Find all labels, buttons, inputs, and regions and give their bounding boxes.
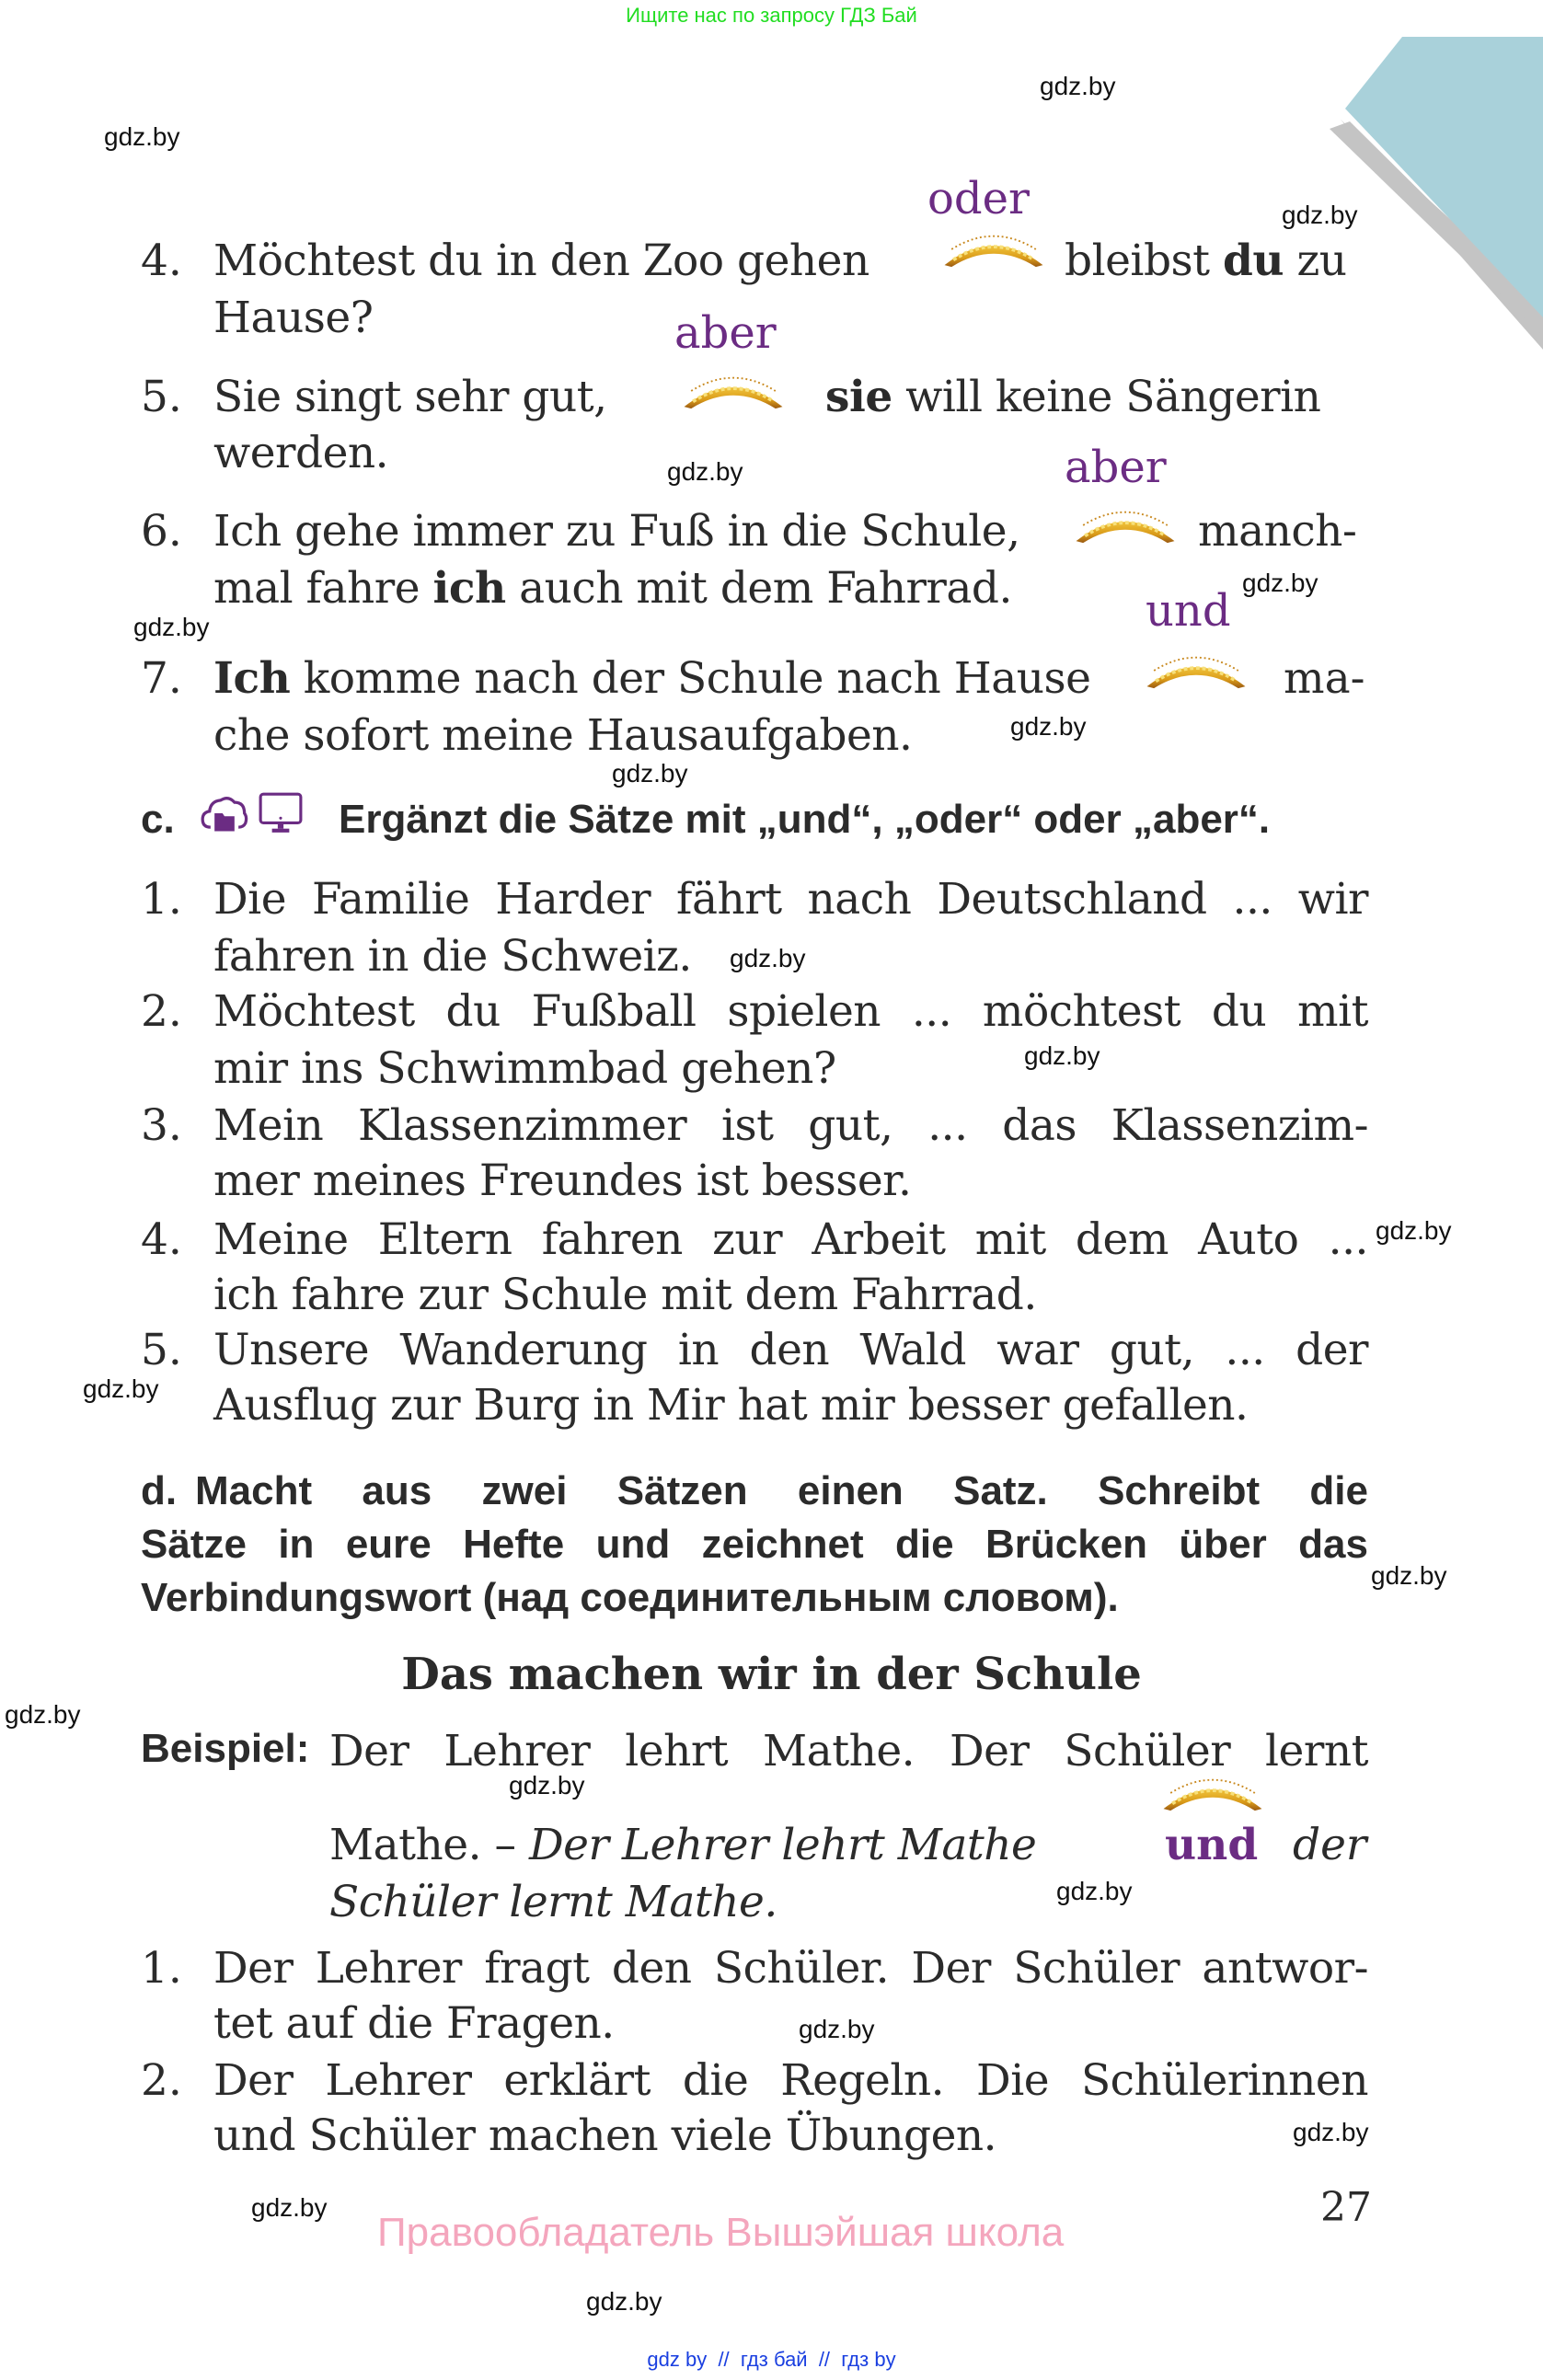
sentence-line: und Schüler machen viele Übungen. [213,2110,997,2161]
sentence-text: will keine Sängerin [905,372,1321,422]
italic-text: der [1293,1820,1367,1870]
sentence-text: Möchtest du in den Zoo gehen [213,236,869,286]
watermark: gdz.by [1293,2118,1369,2146]
item-number: 1. [141,1943,182,1994]
watermark: gdz.by [1282,201,1358,229]
watermark: gdz.by [730,944,806,972]
watermark: gdz.by [1056,1877,1133,1905]
sentence-text: Ich gehe immer zu Fuß in die Schule, [213,506,1020,557]
example-label: Beispiel: [141,1726,310,1771]
sentence-line: mer meines Freundes ist besser. [213,1156,912,1206]
item-number: 6. [141,506,182,557]
watermark: gdz.by [251,2193,328,2222]
item-number: 2. [141,986,182,1037]
conjunction-label: aber [1065,442,1167,493]
sentence-line [213,506,1368,558]
sentence-line: Hause? [213,293,374,343]
sentence-text: auch mit dem Fahrrad. [519,563,1012,614]
sentence-line: Mein Klassenzimmer ist gut, ... das Klassenzim- [213,1100,1368,1151]
sentence-text: Sie singt sehr gut, [213,372,607,422]
sentence-line: Unsere Wanderung in den Wald war gut, ... der [213,1325,1368,1375]
sentence-line: Meine Eltern fahren zur Arbeit mit dem Auto ... [213,1214,1368,1265]
exercise-instruction: Ergänzt die Sätze mit „und“, „oder“ oder „aber“. [339,797,1271,842]
sentence-line: ich fahre zur Schule mit dem Fahrrad. [213,1270,1037,1320]
conjunction-label: aber [674,307,777,359]
sentence-line: werden. [213,428,389,478]
italic-text: Schüler lernt Mathe. [329,1877,777,1927]
item-number: 2. [141,2055,182,2106]
watermark: gdz.by [133,613,210,641]
watermark: gdz.by [799,2015,875,2043]
watermark: gdz.by [509,1771,585,1799]
bridge-icon [1157,1774,1268,1812]
sentence-text: Mathe. – [329,1820,516,1870]
exercise-instruction: Verbindungswort (над соединительным словом). [141,1575,1119,1620]
bridge-icon [938,230,1049,269]
sentence-line: Der Lehrer lehrt Mathe. Der Schüler lernt [329,1726,1368,1776]
sentence-line: Der Lehrer fragt den Schüler. Der Schüler antwor- [213,1943,1368,1994]
bridge-icon [1070,506,1180,545]
sentence-line: fahren in die Schweiz. [213,931,692,982]
sentence-line: Der Lehrer erklärt die Regeln. Die Schülerinnen [213,2055,1368,2106]
watermark: gdz.by [5,1700,81,1729]
footer-links[interactable]: gdz by // гдз бай // гдз by [647,2348,896,2371]
exercise-instruction: Macht aus zwei Sätzen einen Satz. Schreibt die [195,1468,1368,1513]
item-number: 1. [141,874,182,925]
watermark: gdz.by [104,122,180,151]
item-number: 4. [141,1214,182,1265]
watermark: gdz.by [1040,72,1116,100]
monitor-icon[interactable] [258,791,304,834]
watermark: gdz.by [586,2287,662,2316]
watermark: gdz.by [612,759,688,788]
watermark: gdz.by [1242,569,1318,597]
page-number: 27 [1320,2184,1372,2231]
watermark: gdz.by [1010,712,1087,741]
bridge-icon [1141,651,1251,690]
section-title: Das machen wir in der Schule [401,1649,1142,1700]
sentence-line: che sofort meine Hausaufgaben. [213,710,913,761]
exercise-label: c. [141,797,175,842]
watermark: gdz.by [667,457,743,486]
sentence-line: Möchtest du Fußball spielen ... möchtest du mit [213,986,1368,1037]
bold-word: Ich [213,653,291,704]
sentence-text: bleibst [1065,236,1210,286]
cloud-folder-icon[interactable] [201,793,248,834]
sentence-line [329,1820,1036,1871]
item-number: 7. [141,653,182,704]
top-banner[interactable]: Ищите нас по запросу ГДЗ Бай [626,4,917,27]
watermark: gdz.by [1371,1561,1447,1590]
sentence-line: tet auf die Fragen. [213,1998,615,2049]
sentence-line [825,372,1320,423]
item-number: 5. [141,1325,182,1375]
watermark: gdz.by [83,1374,159,1403]
copyright-notice: Правообладатель Вышэйшая школа [377,2210,1065,2255]
conjunction-word: und [1165,1820,1259,1870]
bold-word: sie [825,372,892,422]
sentence-line: ma- [1284,653,1365,704]
sentence-text: zu [1296,236,1347,286]
italic-text: Der Lehrer lehrt Mathe [528,1820,1037,1870]
sentence-text: mal fahre [213,563,420,614]
bold-word: ich [432,563,506,614]
sentence-line: Die Familie Harder fährt nach Deutschland ... wir [213,874,1368,925]
exercise-label: d. [141,1468,178,1513]
conjunction-label: oder [927,173,1030,224]
conjunction-label: und [1146,585,1231,637]
sentence-line: mir ins Schwimmbad gehen? [213,1043,836,1094]
sentence-line [1065,236,1347,287]
bold-word: du [1223,236,1284,286]
item-number: 3. [141,1100,182,1151]
sentence-line: Ausflug zur Burg in Mir hat mir besser gefallen. [213,1380,1249,1431]
sentence-line: manch- [1198,506,1357,557]
sentence-text: komme nach der Schule nach Hause [303,653,1091,704]
exercise-instruction: Sätze in eure Hefte und zeichnet die Brücken über das [141,1522,1368,1567]
watermark: gdz.by [1376,1216,1452,1245]
watermark: gdz.by [1024,1041,1100,1070]
item-number: 4. [141,236,182,286]
bridge-icon [678,372,789,410]
item-number: 5. [141,372,182,422]
